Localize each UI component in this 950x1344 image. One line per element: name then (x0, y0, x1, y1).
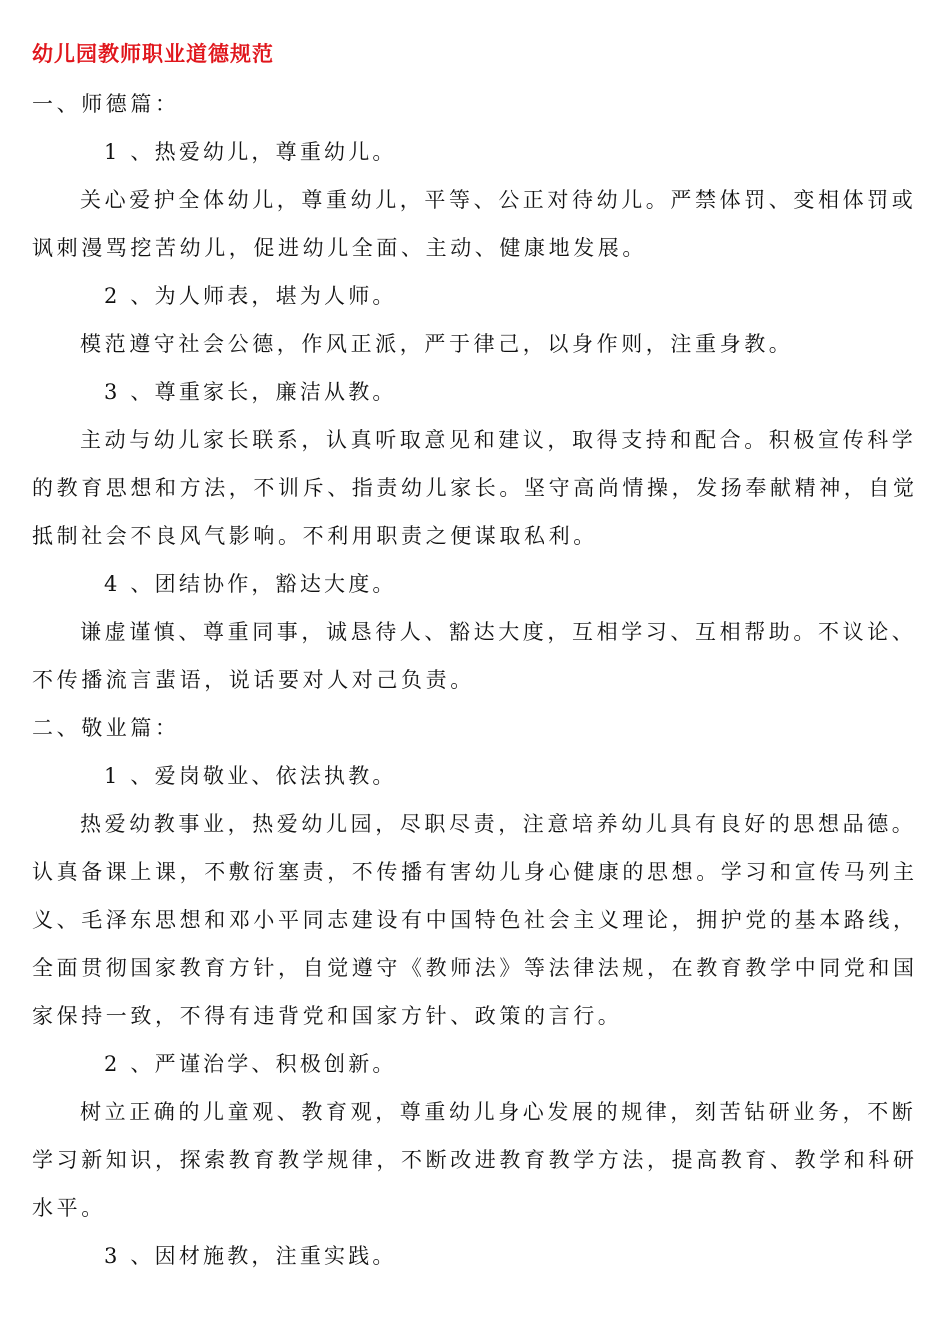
paragraph-line: 模范遵守社会公德，作风正派，严于律己，以身作则，注重身教。 (80, 332, 794, 356)
item-heading: 1 、热爱幼儿，尊重幼儿。 (104, 140, 397, 164)
paragraph-line: 主动与幼儿家长联系，认真听取意见和建议，取得支持和配合。积极宣传科学 (80, 428, 917, 452)
paragraph-line: 抵制社会不良风气影响。不利用职责之便谋取私利。 (32, 524, 598, 548)
item-heading: 3 、尊重家长，廉洁从教。 (104, 380, 397, 404)
item-heading: 1 、爱岗敬业、依法执教。 (104, 764, 397, 788)
paragraph-line: 树立正确的儿童观、教育观，尊重幼儿身心发展的规律，刻苦钻研业务，不断 (80, 1100, 917, 1124)
paragraph-line: 学习新知识，探索教育教学规律，不断改进教育教学方法，提高教育、教学和科研 (32, 1148, 918, 1172)
paragraph-line: 认真备课上课，不敷衍塞责，不传播有害幼儿身心健康的思想。学习和宣传马列主 (32, 860, 918, 884)
item-heading: 2 、为人师表，堪为人师。 (104, 284, 397, 308)
document-title: 幼儿园教师职业道德规范 (32, 42, 274, 66)
paragraph-line: 家保持一致，不得有违背党和国家方针、政策的言行。 (32, 1004, 623, 1028)
paragraph-line: 热爱幼教事业，热爱幼儿园，尽职尽责，注意培养幼儿具有良好的思想品德。 (80, 812, 917, 836)
section-heading-ethics: 一、师德篇： (32, 92, 180, 116)
paragraph-line: 的教育思想和方法，不训斥、指责幼儿家长。坚守高尚情操，发扬奉献精神，自觉 (32, 476, 918, 500)
item-heading: 2 、严谨治学、积极创新。 (104, 1052, 397, 1076)
item-heading: 4 、团结协作，豁达大度。 (104, 572, 397, 596)
item-heading: 3 、因材施教，注重实践。 (104, 1244, 397, 1268)
paragraph-line: 讽刺漫骂挖苦幼儿，促进幼儿全面、主动、健康地发展。 (32, 236, 647, 260)
paragraph-line: 水平。 (32, 1196, 106, 1220)
paragraph-line: 谦虚谨慎、尊重同事，诚恳待人、豁达大度，互相学习、互相帮助。不议论、 (80, 620, 917, 644)
section-heading-dedication: 二、敬业篇： (32, 716, 180, 740)
paragraph-line: 关心爱护全体幼儿，尊重幼儿，平等、公正对待幼儿。严禁体罚、变相体罚或 (80, 188, 917, 212)
paragraph-line: 全面贯彻国家教育方针，自觉遵守《教师法》等法律法规，在教育教学中同党和国 (32, 956, 918, 980)
paragraph-line: 义、毛泽东思想和邓小平同志建设有中国特色社会主义理论，拥护党的基本路线， (32, 908, 918, 932)
paragraph-line: 不传播流言蜚语，说话要对人对己负责。 (32, 668, 475, 692)
